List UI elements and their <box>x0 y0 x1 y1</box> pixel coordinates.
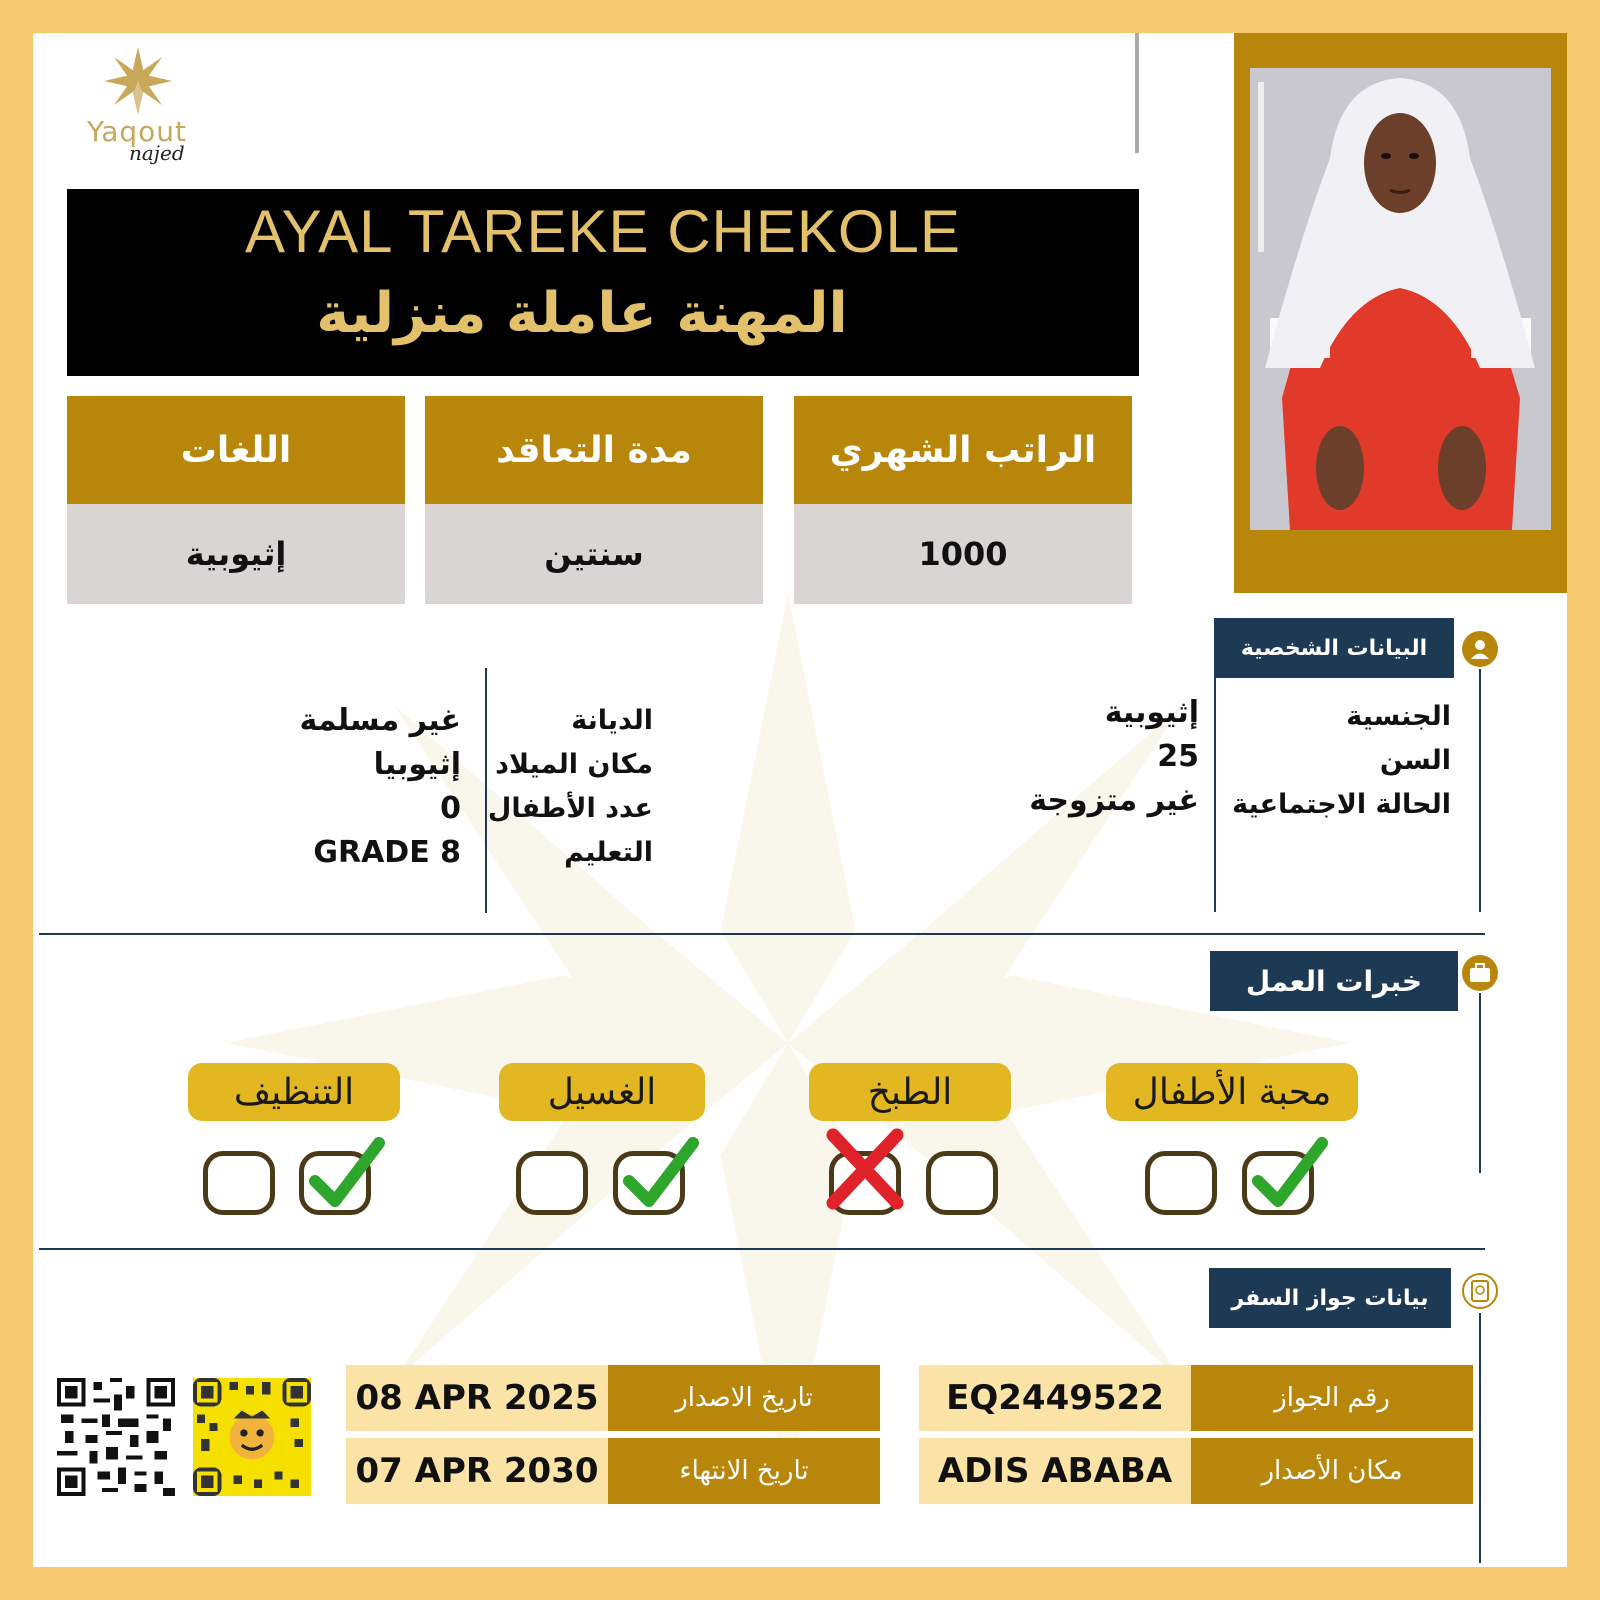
passport-expiry-date-label: تاريخ الانتهاء <box>608 1438 880 1504</box>
passport-number-row <box>919 1365 1473 1431</box>
skill-cooking-yes-box <box>926 1151 998 1215</box>
label-birthplace: مكان الميلاد <box>495 749 653 780</box>
personal-right-values <box>933 691 1199 823</box>
qr-code-icon <box>57 1378 175 1496</box>
card-languages-label: اللغات <box>67 396 405 504</box>
card-contract-duration <box>425 396 763 606</box>
skill-cleaning-label: التنظيف <box>188 1063 400 1121</box>
label-marital-status: الحالة الاجتماعية <box>1232 789 1451 820</box>
card-monthly-salary <box>794 396 1132 606</box>
value-marital-status: غير متزوجة <box>1029 783 1199 818</box>
divider-vertical <box>1135 33 1139 153</box>
label-children: عدد الأطفال <box>487 793 653 824</box>
skill-washing-label: الغسيل <box>499 1063 705 1121</box>
qr-code-icon <box>193 1378 311 1496</box>
card-salary-label: الراتب الشهري <box>794 396 1132 504</box>
skill-childcare-no-box <box>1145 1151 1217 1215</box>
passport-number: EQ2449522 <box>919 1365 1191 1431</box>
value-children: 0 <box>440 791 461 826</box>
passport-issue-date: 08 APR 2025 <box>346 1365 608 1431</box>
photo-frame <box>1234 33 1567 593</box>
value-nationality: إثيوبية <box>1104 695 1199 730</box>
user-icon <box>1462 631 1498 667</box>
passport-icon <box>1462 1273 1498 1309</box>
personal-right-labels <box>1213 695 1451 827</box>
value-age: 25 <box>1157 739 1199 774</box>
skill-cooking-label: الطبخ <box>809 1063 1011 1121</box>
value-education: GRADE 8 <box>313 835 461 870</box>
passport-number-label: رقم الجواز <box>1191 1365 1473 1431</box>
brand-logo-subtext: najed <box>129 141 185 165</box>
divider-horizontal-1 <box>39 933 1485 935</box>
label-education: التعليم <box>564 837 653 868</box>
passport-place-label: مكان الأصدار <box>1191 1438 1473 1504</box>
personal-left-values <box>233 699 461 875</box>
profession-title: المهنة عاملة منزلية <box>316 281 848 346</box>
value-religion: غير مسلمة <box>299 703 461 738</box>
card-salary-value: 1000 <box>794 504 1132 604</box>
card-languages-value: إثيوبية <box>67 504 405 604</box>
section-passport-line <box>1479 1313 1481 1563</box>
check-icon <box>305 1133 385 1217</box>
cv-sheet <box>33 33 1567 1567</box>
check-icon <box>1248 1133 1328 1217</box>
card-languages <box>67 396 405 606</box>
brand-logo-text: Yaqout <box>86 115 188 148</box>
passport-expiry-date-row <box>346 1438 880 1504</box>
name-banner <box>67 189 1139 376</box>
section-passport-title: بيانات جواز السفر <box>1209 1268 1451 1328</box>
section-experience-title: خبرات العمل <box>1210 951 1458 1011</box>
section-personal-line <box>1479 669 1481 912</box>
divider-horizontal-2 <box>39 1248 1485 1250</box>
check-icon <box>619 1133 699 1217</box>
card-contract-value: سنتين <box>425 504 763 604</box>
passport-place: ADIS ABABA <box>919 1438 1191 1504</box>
passport-place-row <box>919 1438 1473 1504</box>
passport-issue-date-label: تاريخ الاصدار <box>608 1365 880 1431</box>
passport-issue-date-row <box>346 1365 880 1431</box>
value-birthplace: إثيوبيا <box>373 747 461 782</box>
passport-expiry-date: 07 APR 2030 <box>346 1438 608 1504</box>
skill-childcare-label: محبة الأطفال <box>1106 1063 1358 1121</box>
candidate-name: AYAL TAREKE CHEKOLE <box>245 198 961 265</box>
label-age: السن <box>1379 745 1451 776</box>
section-experience-line <box>1479 993 1481 1173</box>
skill-cleaning-no-box <box>203 1151 275 1215</box>
briefcase-icon <box>1462 955 1498 991</box>
candidate-photo <box>1250 68 1551 530</box>
skill-washing-no-box <box>516 1151 588 1215</box>
section-personal-title: البيانات الشخصية <box>1214 618 1454 678</box>
label-nationality: الجنسية <box>1346 701 1451 732</box>
card-contract-label: مدة التعاقد <box>425 396 763 504</box>
cross-icon <box>825 1127 905 1211</box>
label-religion: الديانة <box>571 705 653 736</box>
personal-left-labels <box>483 699 653 875</box>
